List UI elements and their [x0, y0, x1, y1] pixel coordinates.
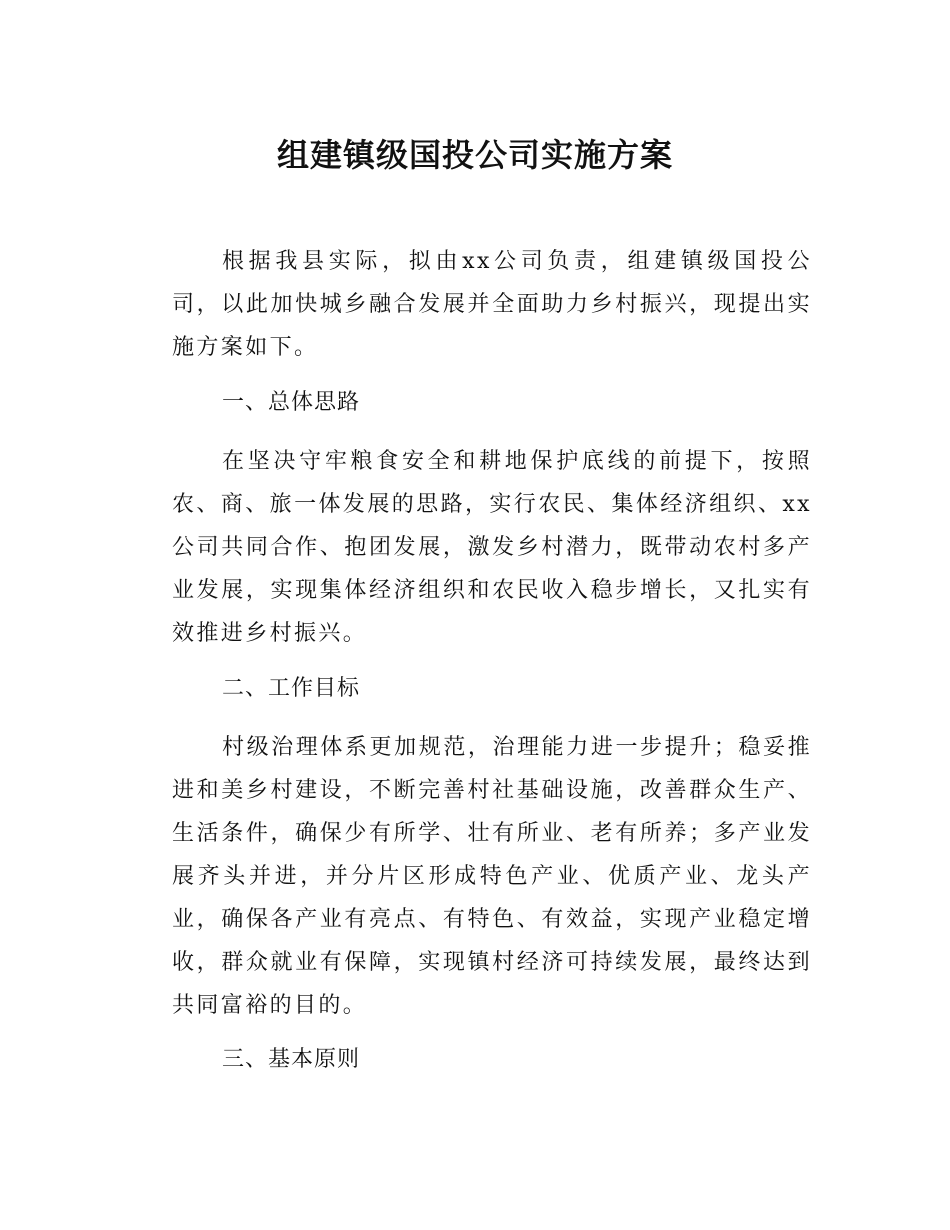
section-heading-overall-approach: 一、总体思路: [222, 390, 361, 415]
section-body-work-goals: 村级治理体系更加规范，治理能力进一步提升；稳妥推进和美乡村建设，不断完善村社基础设施，改善群众生产、生活条件，确保少有所学、壮有所业、老有所养；多产业发展齐头并进，并分片区形成特色产业、优质产业、龙头产业，确保各产业有亮点、有特色、有效益，实现产业稳定增收，群众就业有保障，实现镇村经济可持续发展，最终达到共同富裕的目的。: [172, 735, 812, 1018]
section-heading-work-goals: 二、工作目标: [222, 676, 361, 701]
section-heading-basic-principles: 三、基本原则: [222, 1047, 361, 1072]
intro-paragraph: 根据我县实际，拟由xx公司负责，组建镇级国投公司，以此加快城乡融合发展并全面助力乡村振兴，现提出实施方案如下。: [172, 249, 812, 360]
section-body-overall-approach: 在坚决守牢粮食安全和耕地保护底线的前提下，按照农、商、旅一体发展的思路，实行农民、集体经济组织、xx公司共同合作、抱团发展，激发乡村潜力，既带动农村多产业发展，实现集体经济组织和农民收入稳步增长，又扎实有效推进乡村振兴。: [172, 449, 812, 646]
document-title: 组建镇级国投公司实施方案: [276, 136, 673, 175]
